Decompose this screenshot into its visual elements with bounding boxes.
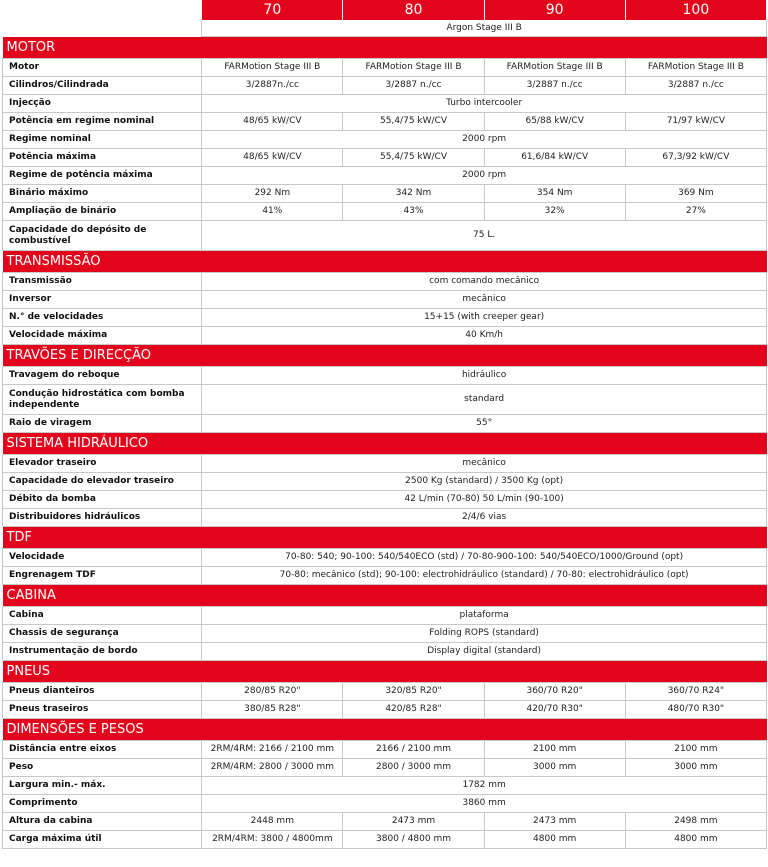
spec-value: 3/2887 n./cc (625, 77, 766, 95)
spec-label: Regime nominal (3, 131, 202, 149)
model-header-80: 80 (343, 0, 484, 21)
spec-value: 2RM/4RM: 2166 / 2100 mm (202, 741, 343, 759)
spec-value: 2448 mm (202, 813, 343, 831)
model-header-row (3, 0, 767, 21)
spec-label: Condução hidrostática com bomba independente (3, 385, 202, 415)
section-header-row (3, 661, 767, 683)
spec-row (3, 149, 767, 167)
spec-row (3, 741, 767, 759)
spec-value: 48/65 kW/CV (202, 149, 343, 167)
spec-value: 3860 mm (202, 795, 767, 813)
spec-value: 3/2887n./cc (202, 77, 343, 95)
spec-row (3, 203, 767, 221)
spec-row (3, 455, 767, 473)
spec-row (3, 777, 767, 795)
spec-value: Folding ROPS (standard) (202, 625, 767, 643)
spec-row (3, 367, 767, 385)
spec-row (3, 683, 767, 701)
spec-row (3, 415, 767, 433)
spec-row (3, 221, 767, 251)
spec-value: 360/70 R24" (625, 683, 766, 701)
spec-row (3, 509, 767, 527)
spec-value: 4800 mm (484, 831, 625, 849)
model-header-100: 100 (625, 0, 766, 21)
spec-value: 61,6/84 kW/CV (484, 149, 625, 167)
spec-value: 2166 / 2100 mm (343, 741, 484, 759)
spec-row (3, 59, 767, 77)
spec-value: 3800 / 4800 mm (343, 831, 484, 849)
spec-value: mecânico (202, 291, 767, 309)
section-header-row (3, 585, 767, 607)
spec-label: Capacidade do depósito de combustível (3, 221, 202, 251)
engine-spacer (3, 21, 202, 37)
section-header-row (3, 37, 767, 59)
spec-value: 2100 mm (625, 741, 766, 759)
spec-value: 320/85 R20" (343, 683, 484, 701)
section-header-row (3, 251, 767, 273)
spec-label: Largura min.- máx. (3, 777, 202, 795)
spec-label: Potência em regime nominal (3, 113, 202, 131)
model-header-90: 90 (484, 0, 625, 21)
spec-row (3, 759, 767, 777)
spec-value: 27% (625, 203, 766, 221)
spec-row (3, 567, 767, 585)
spec-label: Chassis de segurança (3, 625, 202, 643)
spec-value: 2RM/4RM: 2800 / 3000 mm (202, 759, 343, 777)
spec-row (3, 607, 767, 625)
spec-value: 2000 rpm (202, 131, 767, 149)
spec-row (3, 167, 767, 185)
spec-label: N.° de velocidades (3, 309, 202, 327)
spec-label: Transmissão (3, 273, 202, 291)
spec-value: 480/70 R30" (625, 701, 766, 719)
spec-value: 354 Nm (484, 185, 625, 203)
spec-row (3, 113, 767, 131)
header-spacer (3, 0, 202, 21)
spec-label: Carga máxima útil (3, 831, 202, 849)
spec-label: Cilindros/Cilindrada (3, 77, 202, 95)
spec-label: Binário máximo (3, 185, 202, 203)
spec-label: Peso (3, 759, 202, 777)
spec-value: 2000 rpm (202, 167, 767, 185)
spec-value: plataforma (202, 607, 767, 625)
spec-label: Comprimento (3, 795, 202, 813)
spec-value: 3000 mm (625, 759, 766, 777)
spec-label: Velocidade máxima (3, 327, 202, 345)
spec-row (3, 701, 767, 719)
spec-row (3, 549, 767, 567)
spec-value: FARMotion Stage III B (202, 59, 343, 77)
engine-label-row (3, 21, 767, 37)
spec-row (3, 291, 767, 309)
spec-label: Distribuidores hidráulicos (3, 509, 202, 527)
spec-value: FARMotion Stage III B (484, 59, 625, 77)
spec-value: 2RM/4RM: 3800 / 4800mm (202, 831, 343, 849)
spec-row (3, 491, 767, 509)
spec-value: 71/97 kW/CV (625, 113, 766, 131)
spec-value: 2/4/6 vias (202, 509, 767, 527)
spec-label: Regime de potência máxima (3, 167, 202, 185)
spec-value: 360/70 R20" (484, 683, 625, 701)
section-title: TRAVÕES E DIRECÇÃO (3, 345, 767, 367)
spec-label: Engrenagem TDF (3, 567, 202, 585)
spec-value: 70-80: mecânico (std); 90-100: electrohidráulico (standard) / 70-80: electrohidráulico (opt) (202, 567, 767, 585)
section-title: CABINA (3, 585, 767, 607)
spec-row (3, 309, 767, 327)
spec-label: Velocidade (3, 549, 202, 567)
spec-value: 342 Nm (343, 185, 484, 203)
spec-value: 41% (202, 203, 343, 221)
spec-label: Raio de viragem (3, 415, 202, 433)
spec-label: Travagem do reboque (3, 367, 202, 385)
section-header-row (3, 527, 767, 549)
spec-row (3, 273, 767, 291)
spec-label: Elevador traseiro (3, 455, 202, 473)
section-title: DIMENSÕES E PESOS (3, 719, 767, 741)
spec-label: Motor (3, 59, 202, 77)
spec-value: 2473 mm (484, 813, 625, 831)
spec-value: 1782 mm (202, 777, 767, 795)
spec-value: 2100 mm (484, 741, 625, 759)
spec-value: 32% (484, 203, 625, 221)
spec-value: 42 L/min (70-80) 50 L/min (90-100) (202, 491, 767, 509)
spec-value: 280/85 R20" (202, 683, 343, 701)
section-header-row (3, 719, 767, 741)
spec-label: Distância entre eixos (3, 741, 202, 759)
spec-label: Pneus traseiros (3, 701, 202, 719)
section-title: TRANSMISSÃO (3, 251, 767, 273)
spec-label: Inversor (3, 291, 202, 309)
spec-label: Altura da cabina (3, 813, 202, 831)
spec-value: 369 Nm (625, 185, 766, 203)
section-header-row (3, 345, 767, 367)
section-title: MOTOR (3, 37, 767, 59)
spec-value: FARMotion Stage III B (343, 59, 484, 77)
spec-row (3, 385, 767, 415)
spec-label: Injecção (3, 95, 202, 113)
spec-value: 55,4/75 kW/CV (343, 149, 484, 167)
spec-value: Turbo intercooler (202, 95, 767, 113)
section-title: TDF (3, 527, 767, 549)
spec-value: 420/85 R28" (343, 701, 484, 719)
spec-row (3, 327, 767, 345)
spec-row (3, 95, 767, 113)
spec-label: Pneus dianteiros (3, 683, 202, 701)
spec-value: 65/88 kW/CV (484, 113, 625, 131)
spec-value: hidráulico (202, 367, 767, 385)
spec-row (3, 77, 767, 95)
spec-value: 3/2887 n./cc (343, 77, 484, 95)
spec-label: Cabina (3, 607, 202, 625)
spec-row (3, 795, 767, 813)
spec-value: 380/85 R28" (202, 701, 343, 719)
spec-value: 3/2887 n./cc (484, 77, 625, 95)
spec-value: 2800 / 3000 mm (343, 759, 484, 777)
spec-value: 4800 mm (625, 831, 766, 849)
spec-label: Ampliação de binário (3, 203, 202, 221)
spec-value: 292 Nm (202, 185, 343, 203)
spec-value: 55° (202, 415, 767, 433)
spec-value: 48/65 kW/CV (202, 113, 343, 131)
spec-value: 70-80: 540; 90-100: 540/540ECO (std) / 70-80-900-100: 540/540ECO/1000/Ground (opt) (202, 549, 767, 567)
spec-label: Instrumentação de bordo (3, 643, 202, 661)
spec-value: 75 L. (202, 221, 767, 251)
spec-value: 15+15 (with creeper gear) (202, 309, 767, 327)
spec-row (3, 131, 767, 149)
spec-value: 40 Km/h (202, 327, 767, 345)
engine-label: Argon Stage III B (202, 21, 767, 37)
spec-row (3, 185, 767, 203)
spec-value: Display digital (standard) (202, 643, 767, 661)
spec-label: Capacidade do elevador traseiro (3, 473, 202, 491)
spec-value: FARMotion Stage III B (625, 59, 766, 77)
section-title: PNEUS (3, 661, 767, 683)
spec-value: mecânico (202, 455, 767, 473)
spec-value: 2500 Kg (standard) / 3500 Kg (opt) (202, 473, 767, 491)
spec-value: com comando mecânico (202, 273, 767, 291)
spec-value: 67,3/92 kW/CV (625, 149, 766, 167)
spec-table (2, 0, 767, 849)
spec-value: 3000 mm (484, 759, 625, 777)
section-header-row (3, 433, 767, 455)
spec-label: Potência máxima (3, 149, 202, 167)
spec-value: 2498 mm (625, 813, 766, 831)
spec-row (3, 813, 767, 831)
spec-value: 55,4/75 kW/CV (343, 113, 484, 131)
spec-value: 2473 mm (343, 813, 484, 831)
spec-table-body (3, 0, 767, 849)
spec-label: Débito da bomba (3, 491, 202, 509)
model-header-70: 70 (202, 0, 343, 21)
spec-value: 420/70 R30" (484, 701, 625, 719)
spec-row (3, 625, 767, 643)
spec-value: standard (202, 385, 767, 415)
spec-row (3, 831, 767, 849)
spec-row (3, 643, 767, 661)
spec-value: 43% (343, 203, 484, 221)
spec-row (3, 473, 767, 491)
section-title: SISTEMA HIDRÁULICO (3, 433, 767, 455)
